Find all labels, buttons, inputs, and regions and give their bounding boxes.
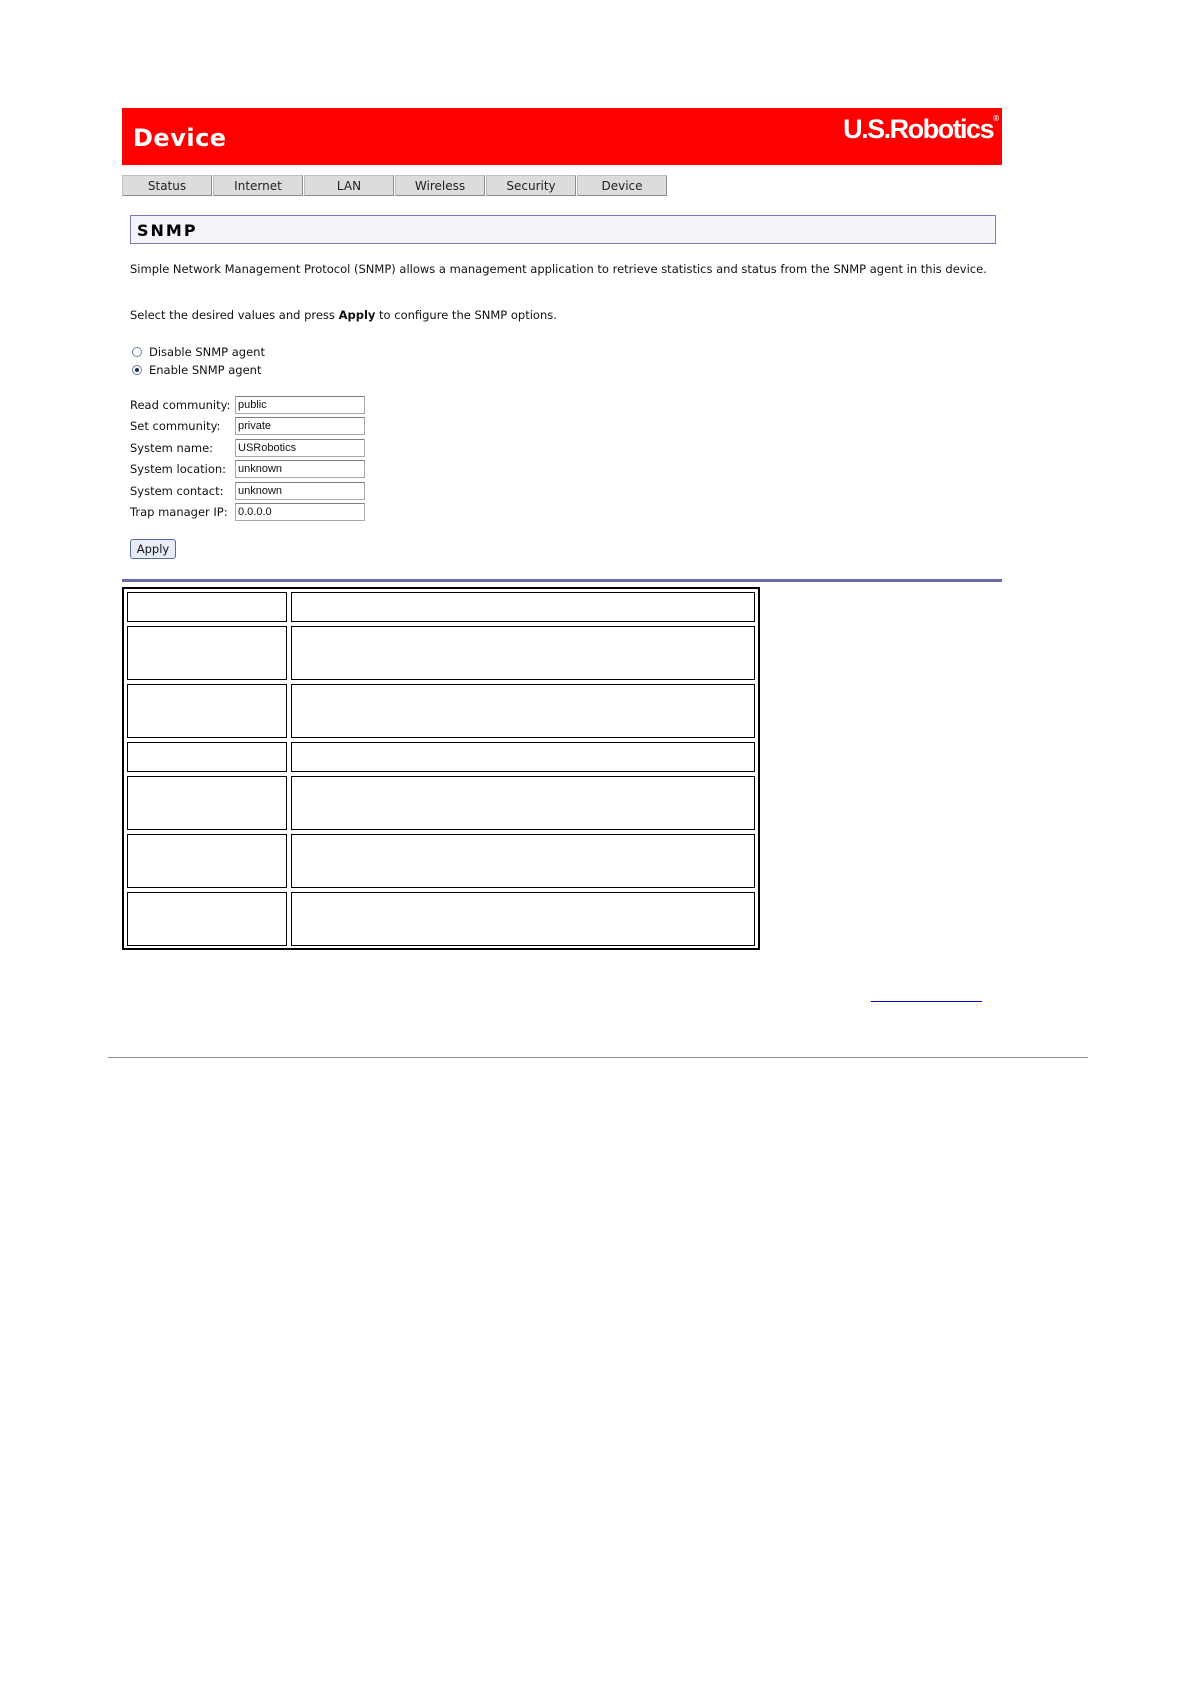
- field-read-community: [130, 395, 365, 415]
- table-cell: [291, 742, 755, 772]
- system-contact-input[interactable]: [235, 482, 365, 500]
- table-cell: [291, 592, 755, 622]
- panel-divider: [122, 579, 1002, 582]
- table-cell: [127, 892, 287, 946]
- nav-tabs: [122, 175, 668, 197]
- radio-disable-snmp[interactable]: [132, 345, 265, 359]
- field-label: Read community:: [130, 398, 231, 412]
- tab-lan[interactable]: LAN: [304, 175, 394, 196]
- table-cell: [291, 776, 755, 830]
- table-cell: [127, 684, 287, 738]
- field-system-name: [130, 438, 365, 458]
- field-system-contact: [130, 481, 365, 501]
- table-cell: [127, 592, 287, 622]
- system-name-input[interactable]: [235, 439, 365, 457]
- section-header: [130, 215, 996, 244]
- read-community-input[interactable]: [235, 396, 365, 414]
- table-cell: [291, 892, 755, 946]
- radio-checked-icon[interactable]: [132, 365, 142, 375]
- header-banner: [122, 108, 1002, 165]
- radio-unchecked-icon[interactable]: [132, 347, 142, 357]
- router-config-panel: [122, 108, 1002, 582]
- page-title: Device: [133, 124, 227, 152]
- table-cell: [127, 776, 287, 830]
- brand-logo: U.S.Robotics®: [843, 114, 999, 144]
- description-table: [122, 587, 760, 950]
- field-label: Trap manager IP:: [130, 505, 228, 519]
- radio-label: Disable SNMP agent: [149, 345, 265, 359]
- table-cell: [291, 684, 755, 738]
- table-cell: [291, 834, 755, 888]
- table-cell: [127, 834, 287, 888]
- tab-security[interactable]: Security: [486, 175, 576, 196]
- tab-device[interactable]: Device: [577, 175, 667, 196]
- apply-button[interactable]: Apply: [130, 539, 176, 559]
- link-underline[interactable]: [871, 1001, 982, 1002]
- set-community-input[interactable]: [235, 417, 365, 435]
- snmp-description: Simple Network Management Protocol (SNMP) allows a management application to retrieve statistics and status from the SNMP agent in this device.: [130, 262, 987, 276]
- table-cell: [127, 626, 287, 680]
- field-label: System location:: [130, 462, 227, 476]
- system-location-input[interactable]: [235, 460, 365, 478]
- field-label: Set community:: [130, 419, 221, 433]
- snmp-instruction: Select the desired values and press Apply to configure the SNMP options.: [130, 308, 557, 322]
- tab-status[interactable]: Status: [122, 175, 212, 196]
- field-label: System name:: [130, 441, 214, 455]
- table-cell: [291, 626, 755, 680]
- field-label: System contact:: [130, 484, 224, 498]
- tab-wireless[interactable]: Wireless: [395, 175, 485, 196]
- field-system-location: [130, 459, 365, 479]
- page-divider: [108, 1057, 1088, 1058]
- table-cell: [127, 742, 287, 772]
- radio-label: Enable SNMP agent: [149, 363, 262, 377]
- trap-manager-ip-input[interactable]: [235, 503, 365, 521]
- radio-enable-snmp[interactable]: [132, 363, 261, 377]
- tab-internet[interactable]: Internet: [213, 175, 303, 196]
- section-title: SNMP: [137, 221, 198, 240]
- field-set-community: [130, 416, 365, 436]
- field-trap-manager-ip: [130, 502, 365, 522]
